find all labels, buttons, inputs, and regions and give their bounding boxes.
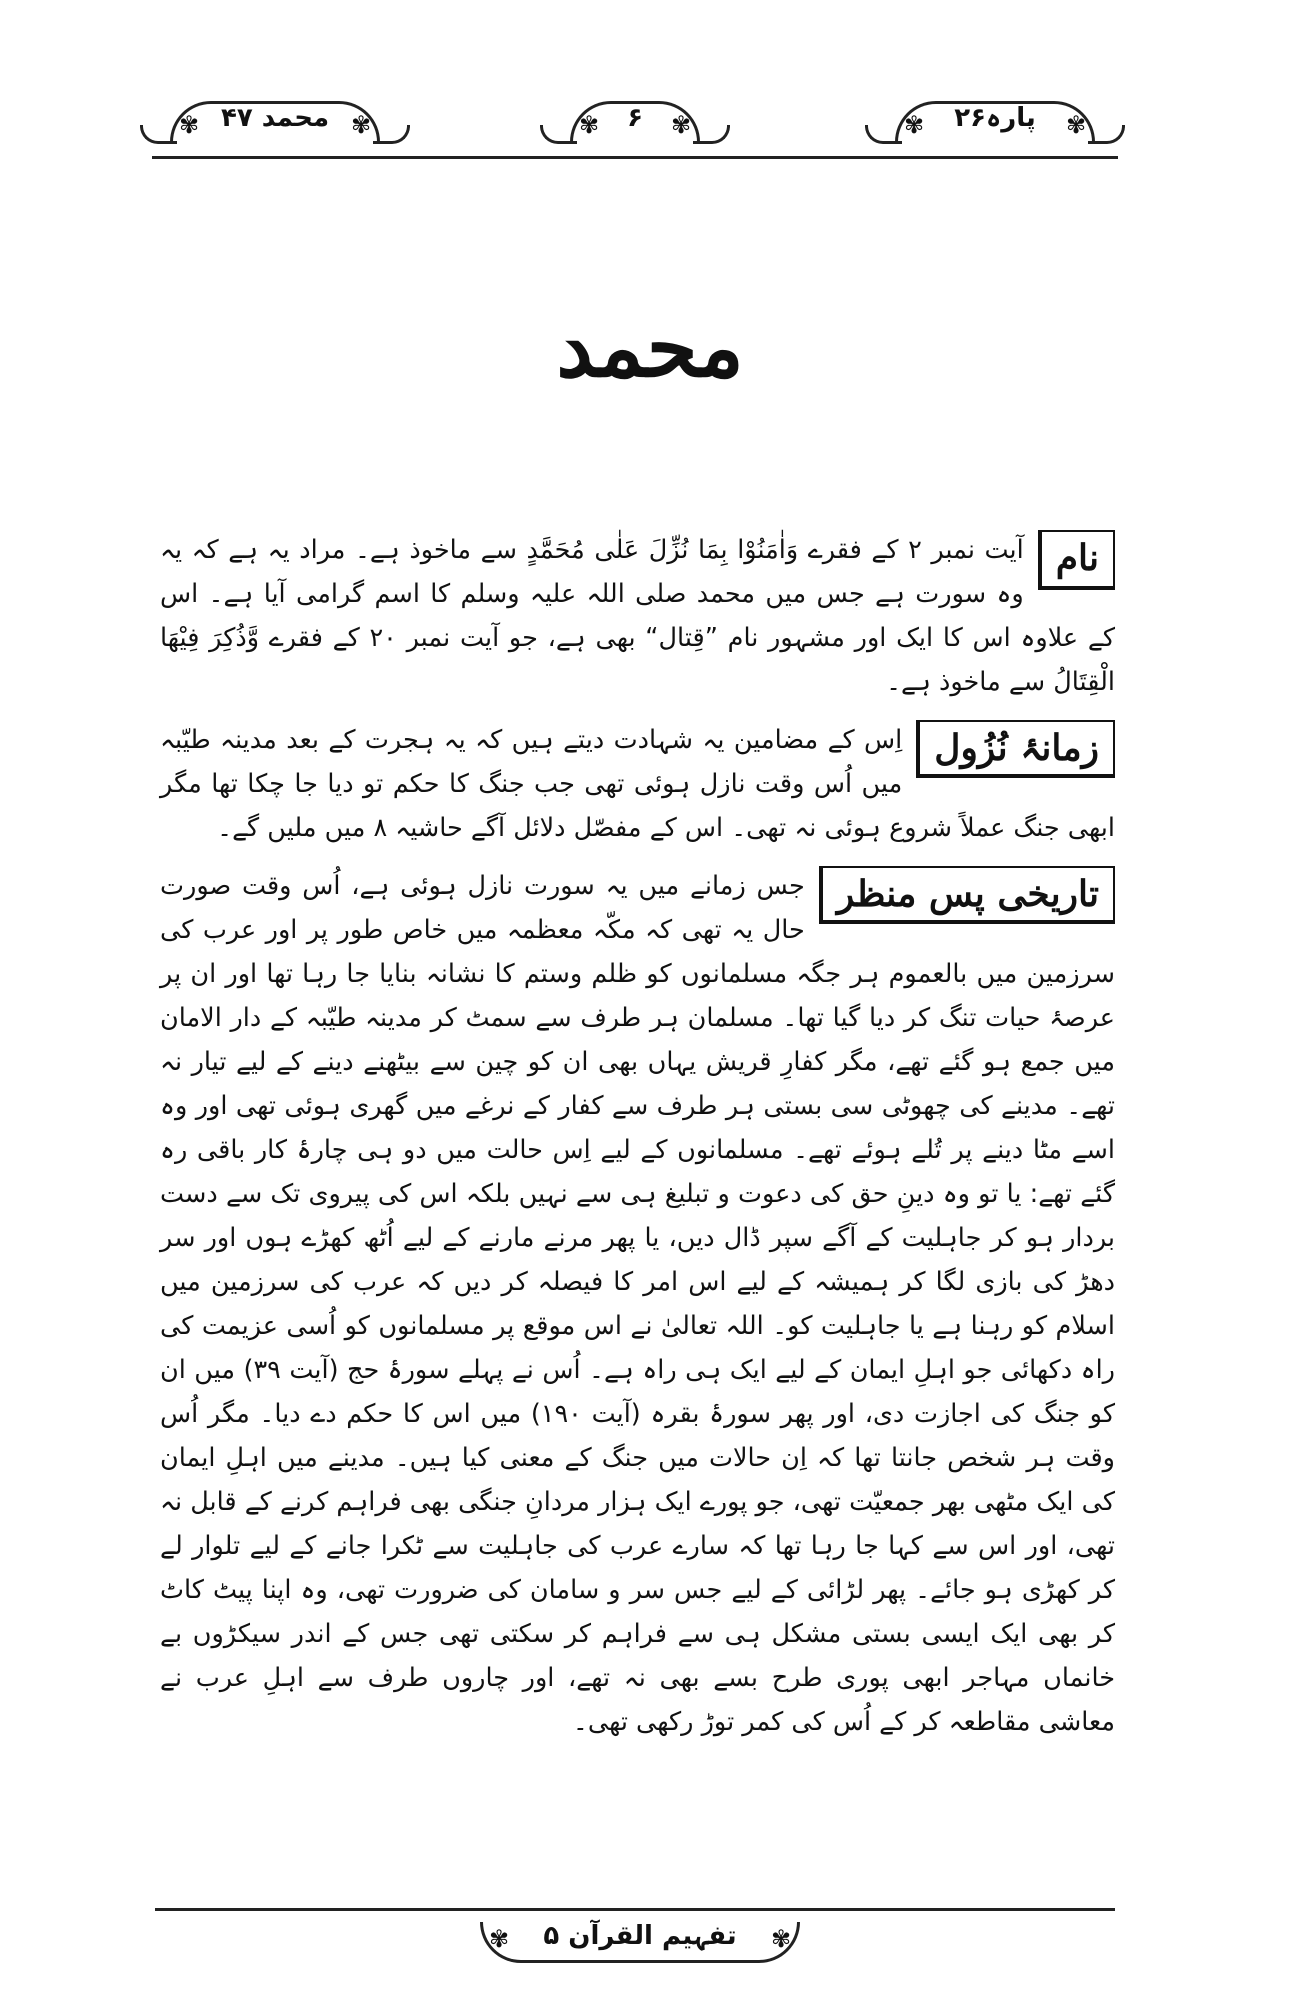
surah-number-label: محمد ۴۷	[220, 103, 330, 133]
page-body	[160, 528, 1115, 1744]
page-number-label: ۶	[627, 103, 643, 133]
section-text-name: آیت نمبر ۲ کے فقرے وَاٰمَنُوْا بِمَا نُزِّلَ عَلٰی مُحَمَّدٍ سے ماخوذ ہے۔ مراد یہ ہے کہ یہ وہ سورت ہے جس میں محمد صلی اللہ علیہ وسلم کا اسم گرامی آیا ہے۔ اس کے علاوہ اس کا ایک اور مشہور نام ”قِتال“ بھی ہے، جو آیت نمبر ۲۰ کے فقرے وَّذُکِرَ فِیْھَا الْقِتَالُ سے ماخوذ ہے۔	[160, 535, 1115, 697]
section-revelation-period	[160, 718, 1115, 850]
section-heading-revelation-period: زمانۂ نُزُول	[916, 720, 1115, 778]
flower-ornament-icon: ✾	[770, 1925, 792, 1953]
flower-ornament-icon: ✾	[1065, 111, 1087, 139]
section-historical-background	[160, 864, 1115, 1744]
footer-divider	[155, 1908, 1115, 1911]
surah-title: محمد	[556, 300, 744, 396]
para-number-ornament	[895, 92, 1095, 148]
flower-ornament-icon: ✾	[670, 111, 692, 139]
flower-ornament-icon: ✾	[578, 111, 600, 139]
section-text-revelation-period: اِس کے مضامین یہ شہادت دیتے ہیں کہ یہ ہجرت کے بعد مدینہ طیّبہ میں اُس وقت نازل ہوئی تھی جب جنگ کا حکم تو دیا جا چکا تھا مگر ابھی جنگ عملاً شروع ہوئی نہ تھی۔ اس کے مفصّل دلائل آگے حاشیہ ۸ میں ملیں گے۔	[160, 725, 1115, 843]
flower-ornament-icon: ✾	[178, 111, 200, 139]
page-header	[150, 92, 1120, 162]
para-number-label: پارہ۲۶	[954, 103, 1036, 133]
section-heading-historical-background: تاریخی پس منظر	[819, 866, 1115, 924]
flower-ornament-icon: ✾	[488, 1925, 510, 1953]
flower-ornament-icon: ✾	[350, 111, 372, 139]
flower-ornament-icon: ✾	[903, 111, 925, 139]
book-title-label: تفہیم القرآن ۵	[543, 1921, 737, 1951]
surah-number-ornament	[170, 92, 380, 148]
footer-ornament	[480, 1914, 800, 1966]
page-number-ornament	[570, 92, 700, 148]
section-name	[160, 528, 1115, 704]
section-text-historical-background: جس زمانے میں یہ سورت نازل ہوئی ہے، اُس وقت صورت حال یہ تھی کہ مکّہ معظمہ میں خاص طور پر اور عرب کی سرزمین میں بالعموم ہر جگہ مسلمانوں کو ظلم وستم کا نشانہ بنایا جا رہا تھا اور ان پر عرصۂ حیات تنگ کر دیا گیا تھا۔ مسلمان ہر طرف سے سمٹ کر مدینہ طیّبہ کے دار الامان میں جمع ہو گئے تھے، مگر کفارِ قریش یہاں بھی ان کو چین سے بیٹھنے دینے کے لیے تیار نہ تھے۔ مدینے کی چھوٹی سی بستی ہر طرف سے کفار کے نرغے میں گھری ہوئی تھی اور وہ اسے مٹا دینے پر تُلے ہوئے تھے۔ مسلمانوں کے لیے اِس حالت میں دو ہی چارۂ کار باقی رہ گئے تھے: یا تو وہ دینِ حق کی دعوت و تبلیغ ہی سے نہیں بلکہ اس کی پیروی تک سے دست بردار ہو کر جاہلیت کے آگے سپر ڈال دیں، یا پھر مرنے مارنے کے لیے اُٹھ کھڑے ہوں اور سر دھڑ کی بازی لگا کر ہمیشہ کے لیے اس امر کا فیصلہ کر دیں کہ عرب کی سرزمین میں اسلام کو رہنا ہے یا جاہلیت کو۔ اللہ تعالیٰ نے اس موقع پر مسلمانوں کو اُسی عزیمت کی راہ دکھائی جو اہلِ ایمان کے لیے ایک ہی راہ ہے۔ اُس نے پہلے سورۂ حج (آیت ۳۹) میں ان کو جنگ کی اجازت دی، اور پھر سورۂ بقرہ (آیت ۱۹۰) میں اس کا حکم دے دیا۔ مگر اُس وقت ہر شخص جانتا تھا کہ اِن حالات میں جنگ کے معنی کیا ہیں۔ مدینے میں اہلِ ایمان کی ایک مٹھی بھر جمعیّت تھی، جو پورے ایک ہزار مردانِ جنگی بھی فراہم کرنے کے قابل نہ تھی، اور اس سے کہا جا رہا تھا کہ سارے عرب کی جاہلیت سے ٹکرا جانے کے لیے تلوار لے کر کھڑی ہو جائے۔ پھر لڑائی کے لیے جس سر و سامان کی ضرورت تھی، وہ اپنا پیٹ کاٹ کر بھی ایک ایسی بستی مشکل ہی سے فراہم کر سکتی تھی جس کے اندر سیکڑوں بے خانماں مہاجر ابھی پوری طرح بسے بھی نہ تھے، اور چاروں طرف سے اہلِ عرب نے معاشی مقاطعہ کر کے اُس کی کمر توڑ رکھی تھی۔	[160, 871, 1115, 1737]
header-divider	[152, 156, 1118, 159]
section-heading-name: نام	[1038, 530, 1115, 590]
